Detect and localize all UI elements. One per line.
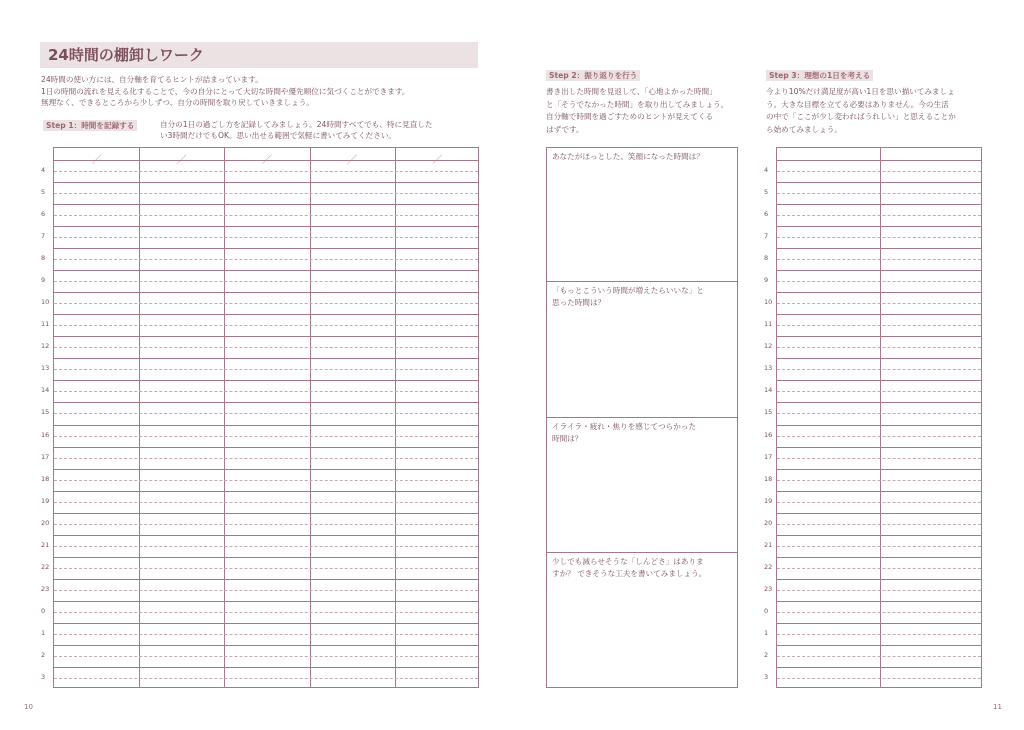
half-hour-dashed-line	[777, 347, 981, 348]
grid-column-divider	[395, 148, 396, 687]
hour-row-line	[777, 623, 981, 624]
hour-row-line	[54, 160, 478, 161]
hour-label: 17	[764, 452, 773, 461]
hour-row-line	[54, 380, 478, 381]
half-hour-dashed-line	[54, 612, 478, 613]
hour-label: 16	[764, 430, 773, 439]
question-box-relaxed[interactable]	[546, 147, 738, 282]
page-number-left: 10	[24, 703, 33, 711]
half-hour-dashed-line	[777, 281, 981, 282]
half-hour-dashed-line	[54, 325, 478, 326]
step3-ideal-day-grid[interactable]	[776, 147, 982, 688]
hour-label: 12	[41, 342, 50, 351]
hour-row-line	[54, 270, 478, 271]
hour-row-line	[54, 623, 478, 624]
half-hour-dashed-line	[54, 303, 478, 304]
hour-row-line	[54, 336, 478, 337]
hour-row-line	[777, 667, 981, 668]
hour-label: 11	[41, 320, 50, 329]
question-box-stress[interactable]	[546, 417, 738, 553]
half-hour-dashed-line	[777, 458, 981, 459]
hour-row-line	[777, 425, 981, 426]
step2-description	[546, 86, 728, 136]
half-hour-dashed-line	[777, 678, 981, 679]
half-hour-dashed-line	[54, 347, 478, 348]
hour-row-line	[54, 667, 478, 668]
half-hour-dashed-line	[54, 215, 478, 216]
date-slash-mark	[172, 151, 192, 166]
half-hour-dashed-line	[54, 634, 478, 635]
hour-row-line	[777, 358, 981, 359]
hour-row-line	[777, 447, 981, 448]
hour-label: 1	[764, 628, 769, 637]
hour-label: 4	[764, 166, 769, 175]
hour-row-line	[54, 204, 478, 205]
half-hour-dashed-line	[777, 524, 981, 525]
step3-desc-line: ら始めてみましょう。	[766, 124, 842, 134]
question-text: すか？ できそうな工夫を書いてみましょう。	[552, 569, 707, 578]
grid-column-divider	[139, 148, 140, 687]
grid-column-divider	[880, 148, 881, 687]
half-hour-dashed-line	[777, 480, 981, 481]
hour-label: 17	[41, 452, 50, 461]
date-slash-mark	[427, 151, 447, 166]
half-hour-dashed-line	[54, 391, 478, 392]
hour-label: 10	[41, 298, 50, 307]
half-hour-dashed-line	[54, 546, 478, 547]
half-hour-dashed-line	[54, 436, 478, 437]
half-hour-dashed-line	[777, 325, 981, 326]
half-hour-dashed-line	[54, 237, 478, 238]
hour-label: 21	[41, 540, 50, 549]
hour-label: 22	[41, 562, 50, 571]
half-hour-dashed-line	[54, 413, 478, 414]
half-hour-dashed-line	[777, 634, 981, 635]
question-text: あなたがほっとした、笑顔になった時間は？	[552, 152, 704, 161]
hour-label: 6	[764, 210, 769, 219]
hour-label: 18	[764, 474, 773, 483]
question-text: 時間は？	[552, 434, 583, 443]
question-box-more-time[interactable]	[546, 281, 738, 418]
hour-label: 0	[41, 606, 46, 615]
question-text: イライラ・疲れ・焦りを感じてつらかった	[552, 422, 697, 431]
page-number-right: 11	[993, 703, 1002, 711]
hour-label: 19	[41, 496, 50, 505]
step2-desc-line: はずです。	[546, 124, 584, 134]
hour-label: 13	[764, 364, 773, 373]
half-hour-dashed-line	[54, 656, 478, 657]
hour-label: 16	[41, 430, 50, 439]
hour-row-line	[54, 182, 478, 183]
hour-label: 15	[764, 408, 773, 417]
hour-row-line	[777, 314, 981, 315]
hour-label: 9	[41, 276, 46, 285]
hour-label: 13	[41, 364, 50, 373]
step1-desc-line: い3時間だけでもOK。思い出せる範囲で気軽に書いてみてください。	[160, 131, 397, 140]
hour-row-line	[777, 336, 981, 337]
hour-label: 19	[764, 496, 773, 505]
page-title: 24時間の棚卸しワーク	[48, 46, 204, 64]
hour-label: 12	[764, 342, 773, 351]
hour-label: 4	[41, 166, 46, 175]
half-hour-dashed-line	[54, 480, 478, 481]
hour-row-line	[54, 491, 478, 492]
hour-row-line	[54, 513, 478, 514]
question-text: 少しでも減らせそうな「しんどさ」はありま	[552, 557, 704, 566]
hour-row-line	[777, 557, 981, 558]
hour-row-line	[54, 557, 478, 558]
hour-label: 2	[764, 650, 769, 659]
hour-label: 2	[41, 650, 46, 659]
hour-row-line	[777, 270, 981, 271]
half-hour-dashed-line	[777, 193, 981, 194]
half-hour-dashed-line	[777, 413, 981, 414]
half-hour-dashed-line	[777, 369, 981, 370]
hour-row-line	[777, 226, 981, 227]
step2-desc-line: と「そうでなかった時間」を取り出してみましょう。	[546, 99, 729, 109]
hour-row-line	[777, 380, 981, 381]
half-hour-dashed-line	[777, 215, 981, 216]
hour-row-line	[777, 491, 981, 492]
date-slash-mark	[342, 151, 362, 166]
half-hour-dashed-line	[777, 568, 981, 569]
step1-label: Step 1：時間を記録する	[43, 120, 137, 131]
hour-row-line	[54, 425, 478, 426]
question-text: 「もっとこういう時間が増えたらいいな」と	[552, 286, 704, 295]
half-hour-dashed-line	[777, 171, 981, 172]
hour-row-line	[777, 182, 981, 183]
hour-label: 21	[764, 540, 773, 549]
hour-label: 20	[764, 518, 773, 527]
intro-text	[41, 74, 481, 109]
hour-row-line	[54, 579, 478, 580]
hour-label: 8	[41, 254, 46, 263]
hour-label: 20	[41, 518, 50, 527]
half-hour-dashed-line	[54, 193, 478, 194]
hour-label: 14	[764, 386, 773, 395]
half-hour-dashed-line	[54, 568, 478, 569]
grid-column-divider	[224, 148, 225, 687]
hour-label: 1	[41, 628, 46, 637]
hour-label: 23	[41, 584, 50, 593]
hour-row-line	[777, 469, 981, 470]
half-hour-dashed-line	[777, 391, 981, 392]
half-hour-dashed-line	[54, 281, 478, 282]
hour-row-line	[777, 535, 981, 536]
hour-row-line	[54, 292, 478, 293]
half-hour-dashed-line	[54, 259, 478, 260]
hour-row-line	[54, 447, 478, 448]
hour-row-line	[54, 314, 478, 315]
half-hour-dashed-line	[54, 502, 478, 503]
hour-label: 22	[764, 562, 773, 571]
hour-label: 5	[764, 188, 769, 197]
hour-row-line	[777, 579, 981, 580]
hour-row-line	[54, 645, 478, 646]
half-hour-dashed-line	[777, 436, 981, 437]
step1-desc-line: 自分の1日の過ごし方を記録してみましょう。24時間すべてでも、特に見直した	[160, 120, 433, 129]
date-slash-mark	[257, 151, 277, 166]
step3-desc-line: う。大きな目標を立てる必要はありません。今の生活	[766, 99, 949, 109]
hour-label: 7	[41, 232, 46, 241]
step2-label: Step 2：振り返りを行う	[546, 70, 640, 81]
step3-description	[766, 86, 956, 136]
half-hour-dashed-line	[54, 678, 478, 679]
hour-label: 0	[764, 606, 769, 615]
hour-row-line	[54, 358, 478, 359]
hour-row-line	[777, 601, 981, 602]
step2-desc-line: 自分軸で時間を過ごすためのヒントが見えてくる	[546, 112, 714, 121]
hour-label: 9	[764, 276, 769, 285]
half-hour-dashed-line	[54, 171, 478, 172]
half-hour-dashed-line	[777, 546, 981, 547]
hour-label: 10	[764, 298, 773, 307]
hour-label: 23	[764, 584, 773, 593]
hour-row-line	[777, 292, 981, 293]
hour-row-line	[777, 248, 981, 249]
grid-column-divider	[310, 148, 311, 687]
half-hour-dashed-line	[54, 458, 478, 459]
hour-label: 15	[41, 408, 50, 417]
step1-time-grid[interactable]	[53, 147, 479, 688]
title-bar	[40, 42, 478, 68]
hour-label: 3	[764, 672, 769, 681]
half-hour-dashed-line	[54, 524, 478, 525]
hour-label: 3	[41, 672, 46, 681]
intro-line: 無理なく、できるところから少しずつ、自分の時間を取り戻していきましょう。	[41, 98, 314, 107]
hour-label: 14	[41, 386, 50, 395]
step1-description	[160, 119, 480, 141]
hour-label: 7	[764, 232, 769, 241]
hour-row-line	[54, 469, 478, 470]
hour-row-line	[777, 513, 981, 514]
half-hour-dashed-line	[777, 303, 981, 304]
step3-desc-line: の中で「ここが少し変わればうれしい」と思えることか	[766, 112, 956, 121]
half-hour-dashed-line	[777, 656, 981, 657]
question-box-reduce[interactable]	[546, 552, 738, 688]
date-slash-mark	[87, 151, 107, 166]
half-hour-dashed-line	[777, 259, 981, 260]
half-hour-dashed-line	[777, 502, 981, 503]
hour-label: 11	[764, 320, 773, 329]
half-hour-dashed-line	[54, 369, 478, 370]
half-hour-dashed-line	[777, 612, 981, 613]
intro-line: 24時間の使い方には、自分軸を育てるヒントが詰まっています。	[41, 75, 263, 84]
hour-row-line	[54, 535, 478, 536]
hour-row-line	[777, 645, 981, 646]
hour-row-line	[54, 226, 478, 227]
hour-label: 8	[764, 254, 769, 263]
hour-label: 6	[41, 210, 46, 219]
step2-desc-line: 書き出した時間を見返して、「心地よかった時間」	[546, 87, 717, 96]
step3-desc-line: 今より10%だけ満足度が高い1日を思い描いてみましょ	[766, 87, 955, 96]
hour-row-line	[54, 402, 478, 403]
half-hour-dashed-line	[777, 237, 981, 238]
hour-row-line	[777, 160, 981, 161]
hour-row-line	[777, 204, 981, 205]
hour-label: 5	[41, 188, 46, 197]
intro-line: 1日の時間の流れを見える化することで、今の自分にとって大切な時間や優先順位に気づくことができます。	[41, 86, 410, 96]
hour-row-line	[54, 601, 478, 602]
step3-label: Step 3：理想の1日を考える	[766, 70, 873, 81]
question-text: 思った時間は？	[552, 298, 606, 307]
hour-row-line	[777, 402, 981, 403]
half-hour-dashed-line	[54, 590, 478, 591]
hour-label: 18	[41, 474, 50, 483]
hour-row-line	[54, 248, 478, 249]
half-hour-dashed-line	[777, 590, 981, 591]
